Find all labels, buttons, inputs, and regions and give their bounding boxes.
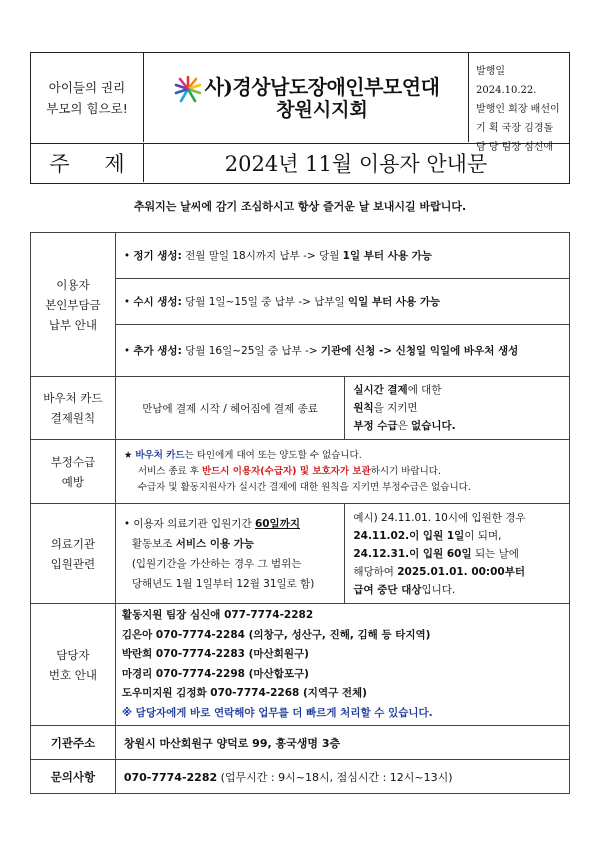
sunburst-logo-icon (173, 74, 203, 104)
additional-bold: 기관에 신청 -> 신청일 익일에 바우처 생성 (320, 345, 519, 357)
voucher-label (31, 377, 116, 440)
fraud-red: 반드시 이용자(수급자) 및 보호자가 보관 (201, 465, 371, 477)
med-r5b: 입니다. (421, 583, 456, 596)
medical-l4: 당해년도 1월 1일부터 12월 31일로 함) (131, 577, 315, 590)
table-row (31, 440, 570, 504)
fraud-l1-rest: 는 타인에게 대여 또는 양도할 수 없습니다. (184, 449, 362, 461)
inquiry-hours: (업무시간 : 9시~18시, 점심시간 : 12시~13시) (217, 770, 453, 784)
contacts-list (115, 604, 569, 726)
v-r3b: 은 (397, 420, 412, 432)
regular-title: 정기 생성: (133, 250, 182, 262)
fraud-text (115, 440, 569, 504)
greeting: 추워지는 날씨에 감기 조심하시고 항상 즐거운 날 보내시길 바랍니다. (133, 200, 467, 213)
inquiry-label: 문의사항 (31, 760, 116, 794)
med-r5a: 급여 중단 대상 (353, 583, 422, 596)
table-row (31, 726, 570, 760)
voucher-label-l2: 결제원칙 (50, 411, 96, 425)
document-header (30, 52, 570, 153)
voucher-label-l1: 바우처 카드 (43, 391, 103, 405)
medical-l2 (124, 534, 337, 554)
fraud-line2 (124, 464, 561, 480)
medical-ex1: 예시) 24.11.01. 10시에 입원한 경우 (353, 511, 526, 524)
additional-title: 추가 생성: (133, 345, 182, 357)
contacts-note: ※ 담당자에게 바로 연락해야 업무를 더 빠르게 처리할 수 있습니다. (121, 706, 433, 719)
occasional-text: 당월 1일~15일 중 납부 -> 납부일 (185, 296, 349, 308)
organization (144, 53, 469, 142)
v-r2b: 을 지키면 (373, 402, 418, 414)
issue-date: 발행일 2024.10.22. (476, 66, 537, 96)
fraud-blue: 바우처 카드 (135, 449, 185, 461)
med-l1b: 60일까지 (254, 517, 300, 530)
medical-label-l2: 입원관련 (50, 556, 96, 571)
med-r4a: 해당하여 (353, 565, 398, 578)
medical-ex4 (353, 563, 561, 581)
fraud-label-l2: 예방 (61, 474, 85, 489)
slogan-line1: 아이들의 권리 (48, 79, 126, 95)
fraud-l2a: 서비스 종료 후 (137, 465, 202, 477)
medical-rule (115, 504, 345, 604)
payment-label-l1: 이용자 (56, 277, 90, 292)
v-r1a: 실시간 결제 (353, 384, 408, 396)
fraud-label-l1: 부정수급 (50, 454, 96, 469)
page-title: 2024년 11월 이용자 안내문 (224, 152, 488, 176)
v-r3a: 부정 수급 (353, 420, 398, 432)
inquiry-text (115, 760, 569, 794)
title-row (30, 144, 570, 184)
med-l2a: 활동보조 (131, 537, 176, 550)
additional-text: 당월 16일~25일 중 납부 -> (185, 345, 321, 357)
org-line1: 사)경상남도장애인부모연대 (204, 74, 440, 99)
manager: 담 당 팀장 심신애 (476, 142, 554, 153)
star-icon: ★ (123, 449, 136, 461)
medical-ex5 (353, 581, 561, 599)
address-label: 기관주소 (31, 726, 116, 760)
table-row (31, 233, 570, 279)
contacts-label-l1: 담당자 (56, 647, 90, 662)
medical-label (31, 504, 116, 604)
address-text: 창원시 마산회원구 양덕로 99, 흥국생명 3층 (115, 726, 569, 760)
regular-bold: 1일 부터 사용 가능 (342, 250, 432, 262)
med-r4b: 2025.01.01. 00:00부터 (397, 565, 526, 578)
additional-generation: • 추가 생성: 당월 16일~25일 중 납부 -> 기관에 신청 -> 신청일 익일에 바우처 생성 (115, 325, 569, 377)
publisher: 발행인 회장 배선이 (476, 104, 560, 115)
contacts-label (31, 604, 116, 726)
medical-ex2 (353, 527, 561, 545)
payment-label-l2: 본인부담금 (45, 297, 101, 312)
occasional-title: 수시 생성: (133, 296, 182, 308)
occasional-bold: 익일 부터 사용 가능 (348, 296, 441, 308)
table-row (31, 377, 570, 440)
info-table (30, 232, 570, 794)
medical-ex3 (353, 545, 561, 563)
med-l1a: • 이용자 의료기관 입원기간 (123, 517, 255, 530)
occasional-generation: • 수시 생성: 당월 1일~15일 중 납부 -> 납부일 익일 부터 사용 가능 (115, 279, 569, 325)
voucher-principle (345, 377, 570, 440)
publication-info (469, 53, 568, 153)
slogan-line2: 부모의 힘으로! (46, 100, 128, 116)
v-r2a: 원칙 (353, 402, 374, 414)
table-row (31, 504, 570, 604)
voucher-principle-l1 (353, 381, 561, 399)
org-line2: 창원시지회 (276, 98, 368, 121)
list-item: 도우미지원 김정화 070-7774-2268 (지역구 전체) (121, 687, 367, 699)
list-item: 박란희 070-7774-2283 (마산회원구) (121, 648, 309, 660)
fraud-line3: 수급자 및 활동지원사가 실시간 결제에 대한 원칙을 지키면 부정수급은 없습니다. (137, 481, 471, 493)
list-item: 활동지원 팀장 심신애 077-7774-2282 (121, 609, 314, 621)
voucher-principle-l3 (353, 417, 561, 435)
fraud-l2b: 하시기 바랍니다. (370, 465, 441, 477)
med-l2b: 서비스 이용 가능 (175, 537, 255, 550)
medical-label-l1: 의료기관 (50, 536, 96, 551)
slogan (31, 53, 144, 142)
v-r1b: 에 대한 (407, 384, 442, 396)
regular-generation: • 정기 생성: 전월 말일 18시까지 납부 -> 당월 1일 부터 사용 가능 (115, 233, 569, 279)
fraud-line1 (124, 448, 561, 464)
v-r3c: 없습니다. (411, 420, 456, 432)
med-r2b: 이 되며, (464, 529, 502, 542)
inquiry-phone: 070-7774-2282 (123, 770, 218, 784)
medical-l1 (124, 514, 337, 534)
planner: 기 획 국장 김경돌 (476, 123, 554, 134)
medical-l3: (입원기간을 가산하는 경우 그 범위는 (131, 557, 302, 570)
voucher-principle-l2 (353, 399, 561, 417)
list-item: 마경리 070-7774-2298 (마산합포구) (121, 667, 309, 680)
payment-label-l3: 납부 안내 (48, 317, 97, 332)
list-item: 김은아 070-7774-2284 (의창구, 성산구, 진해, 김해 등 타지역) (121, 628, 431, 641)
med-r3a: 24.12.31.이 입원 60일 (353, 547, 472, 560)
med-r3b: 되는 날에 (471, 547, 519, 560)
payment-label (31, 233, 116, 377)
voucher-rule: 만남에 결제 시작 / 헤어짐에 결제 종료 (115, 377, 345, 440)
subject-label: 주 제 (31, 144, 144, 182)
table-row (31, 760, 570, 794)
fraud-label (31, 440, 116, 504)
medical-example (345, 504, 570, 604)
organization-name (205, 75, 440, 121)
med-r2a: 24.11.02.이 입원 1일 (353, 529, 465, 542)
table-row (31, 604, 570, 726)
regular-text: 전월 말일 18시까지 납부 -> 당월 (185, 250, 343, 262)
contacts-label-l2: 번호 안내 (48, 667, 97, 682)
